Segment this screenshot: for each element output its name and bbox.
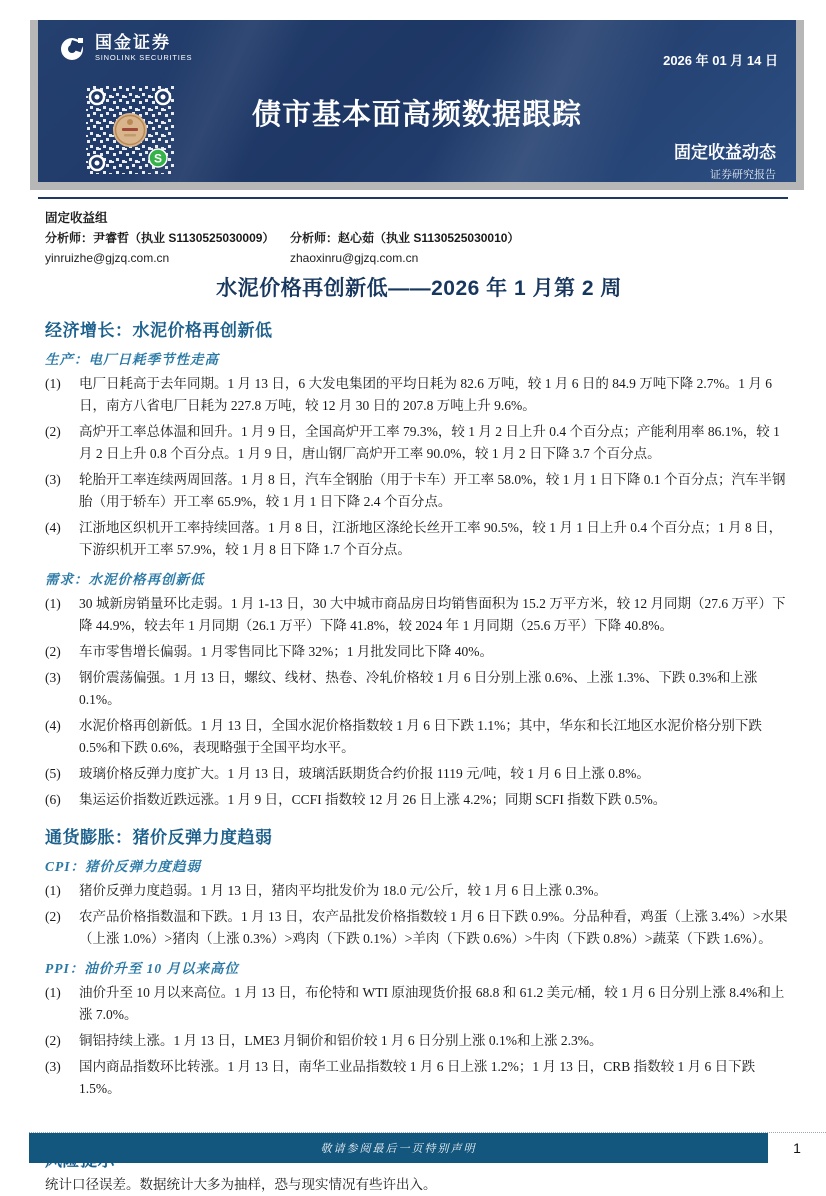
report-type: 证券研究报告 xyxy=(710,169,776,181)
list-item xyxy=(45,763,793,785)
list-item-number: (4) xyxy=(45,718,61,733)
subsection-heading: CPI：猪价反弹力度趋弱 xyxy=(45,859,202,874)
section-inflation xyxy=(45,823,793,1100)
list-item-text: 猪价反弹力度趋弱。1 月 13 日，猪肉平均批发价为 18.0 元/公斤，较 1 月 6 日上涨 0.3%。 xyxy=(79,883,607,898)
list-item-number: (2) xyxy=(45,1033,61,1048)
analyst-columns xyxy=(45,228,785,268)
series-name: 固定收益动态 xyxy=(674,143,776,162)
sinolink-logo-icon xyxy=(58,34,88,64)
list-item-text: 国内商品指数环比转涨。1 月 13 日，南华工业品指数较 1 月 6 日上涨 1.2%；1 月 13 日，CRB 指数较 1 月 6 日下跌 1.5%。 xyxy=(79,1059,756,1096)
list-item xyxy=(45,667,793,711)
analyst-role-line: 分析师：尹睿哲（执业 S1130525030009） xyxy=(45,231,275,245)
report-body xyxy=(45,272,793,1196)
analyst-card xyxy=(290,228,535,268)
list-item xyxy=(45,421,793,465)
list-item-number: (1) xyxy=(45,883,61,898)
list-item-text: 车市零售增长偏弱。1 月零售同比下降 32%；1 月批发同比下降 40%。 xyxy=(79,644,493,659)
list-item-number: (5) xyxy=(45,766,61,781)
list-item-number: (6) xyxy=(45,792,61,807)
list-item xyxy=(45,789,793,811)
list-item-text: 农产品价格指数温和下跌。1 月 13 日，农产品批发价格指数较 1 月 6 日下跌 0.9%。分品种看，鸡蛋（上涨 3.4%）>水果（上涨 1.0%）>猪肉（上涨 0.3%）>鸡肉（下跌 0.1%）>羊肉（下跌 0.6%）>牛肉（下跌 0.8%）>蔬菜（下跌 1.6%）。 xyxy=(79,909,788,946)
footer-disclaimer: 敬请参阅最后一页特别声明 xyxy=(320,1143,477,1155)
banner-title: 债市基本面高频数据跟踪 xyxy=(251,99,582,131)
report-date: 2026 年 01 月 14 日 xyxy=(663,53,778,68)
list-item xyxy=(45,593,793,637)
page-number: 1 xyxy=(793,1140,801,1156)
list-item xyxy=(45,906,793,950)
list-item-number: (2) xyxy=(45,644,61,659)
list-item-text: 江浙地区织机开工率持续回落。1 月 8 日，江浙地区涤纶长丝开工率 90.5%，较 1 月 1 日上升 0.4 个百分点；1 月 8 日，下游织机开工率 57.9%，较 1 月 8 日下降 1.7 个百分点。 xyxy=(79,520,783,557)
list-item-number: (2) xyxy=(45,424,61,439)
analyst-role-line: 分析师：赵心茹（执业 S1130525030010） xyxy=(290,231,520,245)
header-divider xyxy=(38,197,788,199)
subsection-heading: 生产：电厂日耗季节性走高 xyxy=(45,352,219,367)
qr-center-badge xyxy=(113,113,147,147)
list-item-number: (1) xyxy=(45,596,61,611)
list-item xyxy=(45,715,793,759)
footer-disclaimer-bar xyxy=(29,1133,768,1163)
subsection-heading: PPI：油价升至 10 月以来高位 xyxy=(45,961,239,976)
analyst-card xyxy=(45,228,290,268)
list-item xyxy=(45,1056,793,1100)
report-title: 水泥价格再创新低——2026 年 1 月第 2 周 xyxy=(216,277,622,300)
list-item-number: (1) xyxy=(45,376,61,391)
list-item-text: 玻璃价格反弹力度扩大。1 月 13 日，玻璃活跃期货合约价报 1119 元/吨，较 1 月 6 日上涨 0.8%。 xyxy=(79,766,650,781)
paragraph: 统计口径误差。数据统计大多为抽样，恐与现实情况有些许出入。 xyxy=(45,1177,437,1192)
list-item-text: 水泥价格再创新低。1 月 13 日，全国水泥价格指数较 1 月 6 日下跌 1.1%；其中，华东和长江地区水泥价格分别下跌 0.5%和下跌 0.6%，表现略强于全国平均水平。 xyxy=(79,718,762,755)
brand-name-en: SINOLINK SECURITIES xyxy=(95,53,193,63)
list-item-text: 30 城新房销量环比走弱。1 月 1-13 日，30 大中城市商品房日均销售面积为 15.2 万平方米，较 12 月同期（27.6 万平）下降 44.9%，较去年 1 月同期（26.1 万平）下降 41.8%，较 2024 年 1 月同期（25.6 万平）下降 40.8%。 xyxy=(79,596,786,633)
company-logo xyxy=(58,34,192,64)
section-heading: 通货膨胀：猪价反弹力度趋弱 xyxy=(45,828,273,847)
analyst-email[interactable]: zhaoxinru@gjzq.com.cn xyxy=(290,251,419,265)
subsection-heading: 需求：水泥价格再创新低 xyxy=(45,572,205,587)
list-item-text: 油价升至 10 月以来高位。1 月 13 日，布伦特和 WTI 原油现货价报 68.8 和 61.2 美元/桶，较 1 月 6 日分别上涨 8.4%和上涨 7.0%。 xyxy=(79,985,785,1022)
list-item-text: 铜铝持续上涨。1 月 13 日，LME3 月铜价和铝价较 1 月 6 日分别上涨 0.1%和上涨 2.3%。 xyxy=(79,1033,603,1048)
svg-text:S: S xyxy=(153,151,163,166)
sections-container xyxy=(45,316,793,1196)
list-item xyxy=(45,982,793,1026)
list-item-number: (3) xyxy=(45,1059,61,1074)
list-item xyxy=(45,880,793,902)
wechat-channel-icon xyxy=(149,149,167,167)
section-growth xyxy=(45,316,793,811)
list-item-text: 高炉开工率总体温和回升。1 月 9 日，全国高炉开工率 79.3%，较 1 月 2 日上升 0.4 个百分点；产能利用率 86.1%，较 1 月 2 日上升 0.8 个百分点。1 月 9 日，唐山钢厂高炉开工率 90.0%，较 1 月 2 日下降 3.7 个百分点。 xyxy=(79,424,780,461)
list-item xyxy=(45,1030,793,1052)
list-item xyxy=(45,641,793,663)
list-item xyxy=(45,469,793,513)
list-item xyxy=(45,373,793,417)
list-item-text: 钢价震荡偏强。1 月 13 日，螺纹、线材、热卷、冷轧价格较 1 月 6 日分别上涨 0.6%、上涨 1.3%、下跌 0.3%和上涨 0.1%。 xyxy=(79,670,758,707)
wechat-qr-code xyxy=(86,86,174,174)
analyst-block xyxy=(45,208,785,268)
analyst-group: 固定收益组 xyxy=(45,211,108,225)
list-item-number: (1) xyxy=(45,985,61,1000)
list-item-text: 集运运价指数近跌远涨。1 月 9 日，CCFI 指数较 12 月 26 日上涨 4.2%；同期 SCFI 指数下跌 0.5%。 xyxy=(79,792,667,807)
list-item xyxy=(45,517,793,561)
list-item-number: (4) xyxy=(45,520,61,535)
list-item-number: (2) xyxy=(45,909,61,924)
report-banner xyxy=(38,20,796,182)
list-item-number: (3) xyxy=(45,670,61,685)
analyst-email[interactable]: yinruizhe@gjzq.com.cn xyxy=(45,251,170,265)
section-heading: 经济增长：水泥价格再创新低 xyxy=(45,321,273,340)
list-item-text: 轮胎开工率连续两周回落。1 月 8 日，汽车全钢胎（用于卡车）开工率 58.0%，较 1 月 1 日下降 0.1 个百分点；汽车半钢胎（用于轿车）开工率 65.9%，较 1 月 1 日下降 2.4 个百分点。 xyxy=(79,472,786,509)
brand-name-cn: 国金证券 xyxy=(95,33,171,53)
list-item-number: (3) xyxy=(45,472,61,487)
list-item-text: 电厂日耗高于去年同期。1 月 13 日，6 大发电集团的平均日耗为 82.6 万吨，较 1 月 6 日的 84.9 万吨下降 2.7%。1 月 6 日，南方八省电厂日耗为 227.8 万吨，较 12 月 30 日的 207.8 万吨上升 9.6%。 xyxy=(79,376,772,413)
